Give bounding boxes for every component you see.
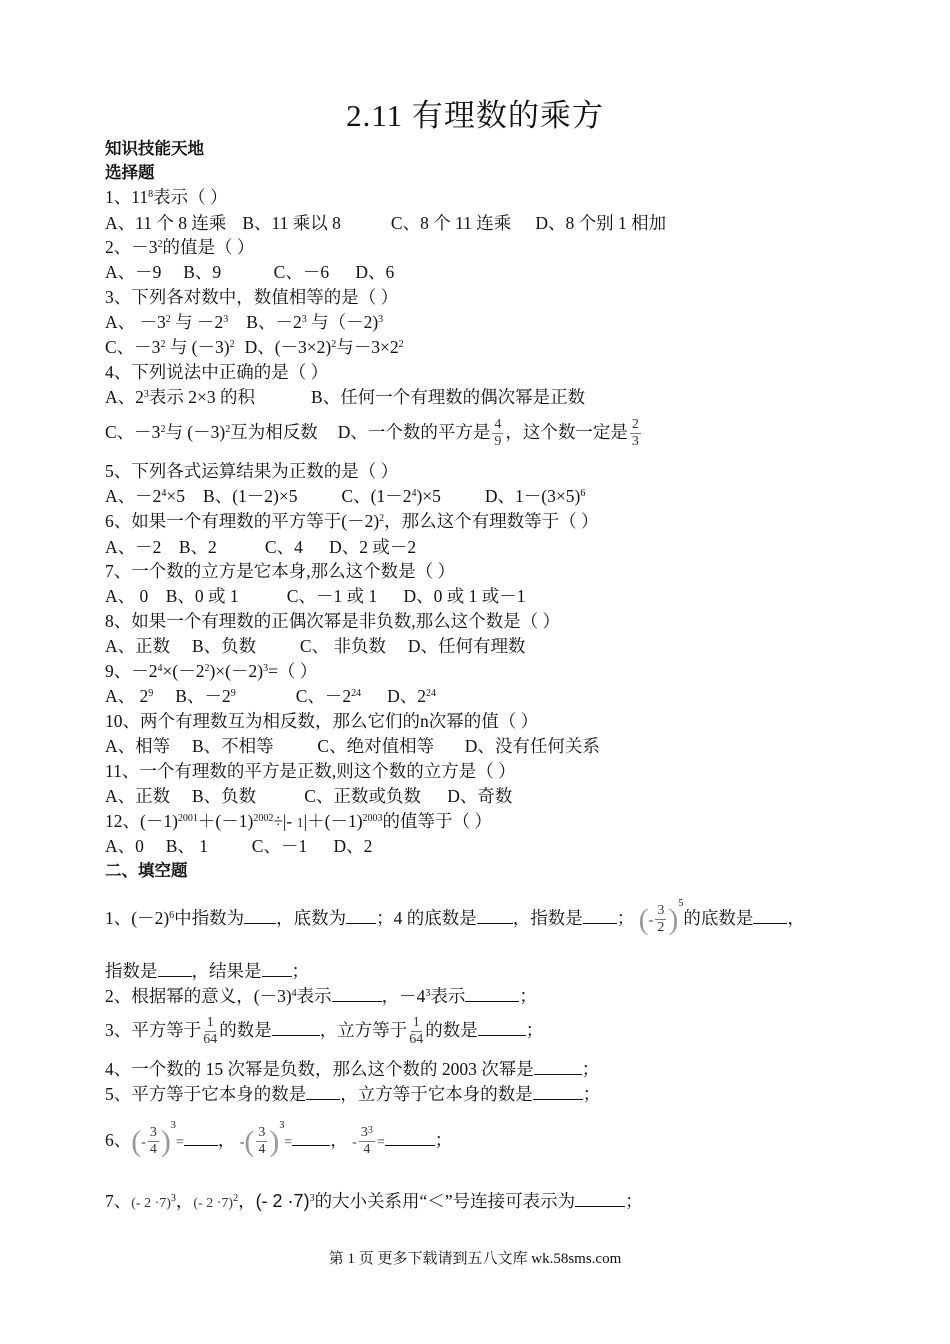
question-4-options-ab: A、$2^3$表示 2×3 的积 B、任何一个有理数的偶次幂是正数: [105, 387, 586, 407]
question-11-options: A、正数 B、负数 C、正数或负数 D、奇数: [105, 786, 513, 806]
fraction-1-64: $\frac{1}{64}$: [203, 1015, 218, 1048]
question-9-options: A、 $2^9$ B、$-2^9$ C、$-2^{24}$ D、$2^{24}$: [105, 686, 437, 706]
right-paren: ): [668, 902, 679, 936]
question-10-options: A、相等 B、不相等 C、绝对值相等 D、没有任何关系: [105, 736, 600, 756]
fill-1-continued: 指数是 ，结果是 ；: [105, 961, 309, 981]
question-12-options: A、0 B、 1 C、－1 D、2: [105, 836, 373, 856]
fraction-3-4: $\frac{3}{4}$: [149, 1125, 157, 1158]
fill-6: 6、(- $\frac{3}{4}$ )$^3$= ， -( $\frac{3}{4}$ )$^3$= ， - $\frac{3^3}{4}$ = ；: [105, 1120, 453, 1158]
question-1: 1、$11^8$表示（ ）: [105, 187, 228, 207]
fraction-1-64: $\frac{1}{64}$: [409, 1015, 424, 1048]
question-11: 11、一个有理数的平方是正数,则这个数的立方是（ ）: [105, 761, 516, 781]
question-4-options-cd: C、$-3^2$与 $(-3)^2$互为相反数 D、一个数的平方是 $\frac{4}{9}$ ，这个数一定是 $\frac{2}{3}$: [105, 417, 639, 450]
fill-2: 2、根据幂的意义，$(-3)^4$表示 ，$-4^3$表示 ；: [105, 986, 537, 1006]
fill-1: 1、$(-2)^6$中指数为 ，底数为 ；4 的底数是 ，指数是 ； (- $\frac{3}{2}$ )$^5$的底数是 ，: [105, 898, 805, 936]
question-7-options: A、 0 B、0 或 1 C、－1 或 1 D、0 或 1 或－1: [105, 586, 526, 606]
question-8: 8、如果一个有理数的正偶次幂是非负数,那么这个数是（ ）: [105, 611, 560, 631]
section-knowledge: 知识技能天地: [105, 140, 204, 158]
left-paren: (: [638, 902, 649, 936]
page-title: 2.11 有理数的乘方: [346, 98, 604, 133]
question-10: 10、两个有理数互为相反数，那么它们的n次幂的值（ ）: [105, 711, 539, 731]
fill-3: 3、平方等于 $\frac{1}{64}$ 的数是 ，立方等于 $\frac{1}{64}$ 的数是 ；: [105, 1015, 544, 1048]
question-5: 5、下列各式运算结果为正数的是（ ）: [105, 461, 399, 481]
question-2: 2、$-3^2$的值是（ ）: [105, 237, 255, 257]
question-3-options-cd: C、$-3^2$ 与 $(-3)^2$ D、$(-3\times 2)^2$与$-3\times 2^2$: [105, 337, 404, 357]
question-6-options: A、－2 B、2 C、4 D、2 或－2: [105, 537, 417, 557]
question-4: 4、下列说法中正确的是（ ）: [105, 362, 329, 382]
right-paren: ): [160, 1124, 171, 1158]
fill-5: 5、平方等于它本身的数是 ，立方等于它本身的数是 ；: [105, 1084, 601, 1104]
question-9: 9、$-2^4\times(-2^2)\times(-2)^3=$（ ）: [105, 661, 318, 681]
question-7: 7、一个数的立方是它本身,那么这个数是（ ）: [105, 561, 455, 581]
section-choice: 选择题: [105, 164, 155, 182]
question-5-options: A、$-2^4\times 5$ B、(1－2)×5 C、$(1-2^4)\times 5$ D、$1-(3\times 5)^6$: [105, 486, 586, 506]
question-3-options-ab: A、 $-3^2$ 与 $-2^3$ B、$-2^3$ 与（－2)$^3$: [105, 312, 384, 332]
section-fill-blank: 二、填空题: [105, 862, 188, 880]
right-paren: ): [269, 1124, 280, 1158]
question-12: 12、$(-1)^{2001}+(-1)^{2002}\div|-$ $1|+(-1)^{2003}$的值等于（ ）: [105, 811, 492, 831]
question-6: 6、如果一个有理数的平方等于$(-2)^2$，那么这个有理数等于（ ）: [105, 511, 599, 531]
question-1-options: A、11 个 8 连乘 B、11 乘以 8 C、8 个 11 连乘 D、8 个别 1 相加: [105, 213, 667, 233]
fill-7: 7、(- 2 ·7)$^3$，(- 2 ·7)$^2$，(- 2 ·7)$^3$的大小关系用“＜”号连接可表示为 ；: [105, 1191, 643, 1211]
fill-4: 4、一个数的 15 次幂是负数，那么这个数的 2003 次幂是 ；: [105, 1059, 600, 1079]
page-footer: 第 1 页 更多下载请到五八文库 wk.58sms.com: [328, 1251, 622, 1267]
question-8-options: A、正数 B、负数 C、 非负数 D、任何有理数: [105, 636, 526, 656]
left-paren: (: [131, 1124, 142, 1158]
fraction-4-9: $\frac{4}{9}$: [494, 417, 502, 450]
question-3: 3、下列各对数中，数值相等的是（ ）: [105, 287, 399, 307]
left-paren: (: [244, 1124, 255, 1158]
question-2-options: A、－9 B、9 C、－6 D、6: [105, 262, 395, 282]
fraction-3-cubed-over-4: $\frac{3^3}{4}$: [360, 1125, 373, 1158]
fraction-2-3: $\frac{2}{3}$: [631, 417, 639, 450]
fraction-3-4: $\frac{3}{4}$: [258, 1125, 266, 1158]
fraction-3-2: $\frac{3}{2}$: [657, 903, 665, 936]
